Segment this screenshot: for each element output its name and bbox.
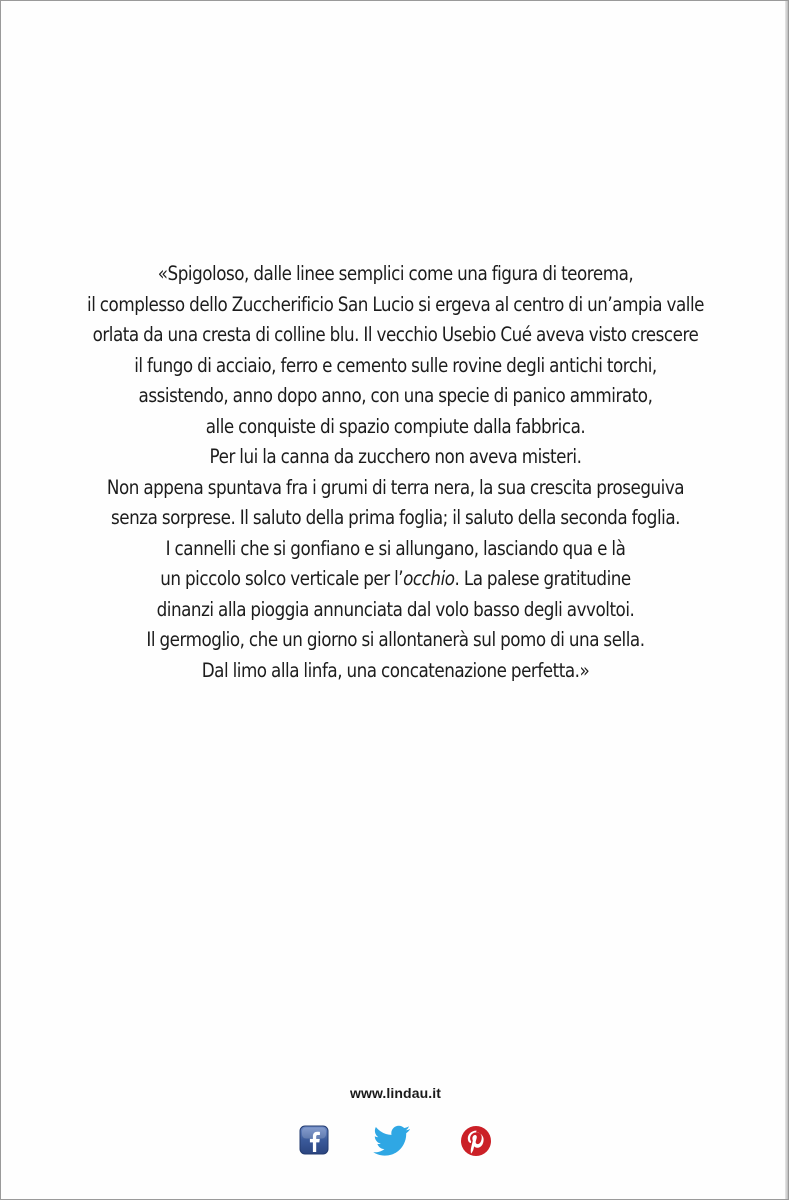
quote-line: senza sorprese. Il saluto della prima foglia; il saluto della seconda foglia.	[110, 506, 681, 529]
quote-text: . La palese gratitudine	[454, 567, 631, 590]
social-icons	[1, 1125, 789, 1161]
quote-italic-word: occhio	[403, 567, 455, 590]
quote-line: «Spigoloso, dalle linee semplici come una figura di teorema,	[157, 262, 634, 285]
quote-line: Il germoglio, che un giorno si allontanerà sul pomo di una sella.	[146, 628, 645, 651]
quote-line: assistendo, anno dopo anno, con una specie di panico ammirato,	[138, 384, 653, 407]
quote-line: dinanzi alla pioggia annunciata dal volo basso degli avvoltoi.	[156, 597, 635, 621]
quote-text: un piccolo solco verticale per l’	[160, 567, 404, 590]
quote-line: Dal limo alla linfa, una concatenazione perfetta.»	[201, 658, 590, 682]
quote-line: orlata da una cresta di colline blu. Il vecchio Usebio Cué aveva visto crescere	[92, 323, 699, 346]
quote-line: Per lui la canna da zucchero non aveva misteri.	[209, 445, 582, 468]
quote-line: il fungo di acciaio, ferro e cemento sulle rovine degli antichi torchi,	[134, 353, 657, 377]
quote-line: I cannelli che si gonfiano e si allungano, lasciando qua e là	[165, 536, 626, 560]
quote-line: alle conquiste di spazio compiute dalla fabbrica.	[205, 414, 586, 438]
quote-block	[56, 259, 735, 686]
quote-line: Non appena spuntava fra i grumi di terra nera, la sua crescita proseguiva	[106, 475, 685, 499]
quote-line-with-italic	[56, 564, 735, 595]
pinterest-icon[interactable]	[460, 1125, 492, 1157]
quote-line: il complesso dello Zuccherificio San Lucio si ergeva al centro di un’ampia valle	[87, 292, 704, 316]
twitter-icon[interactable]	[373, 1125, 411, 1157]
facebook-icon[interactable]	[299, 1125, 329, 1155]
page-edge-shadow	[785, 1, 788, 1199]
publisher-website-link[interactable]: www.lindau.it	[349, 1085, 441, 1101]
